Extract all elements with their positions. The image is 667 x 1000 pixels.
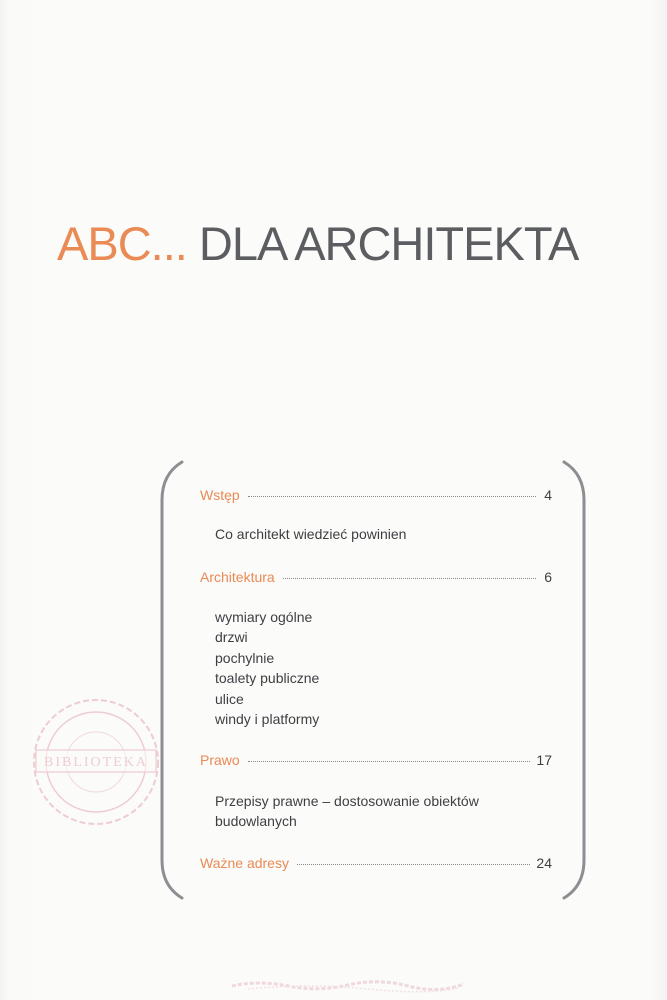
dot-leader [248,761,531,762]
toc-subitem: Przepisy prawne – dostosowanie obiektów [215,793,479,809]
toc-subitems-prawo [215,791,545,832]
toc-subitem: drzwi [215,629,248,646]
toc-entry-page: 17 [536,752,552,768]
toc-subitems-wstep [215,524,545,544]
dot-leader [283,578,536,579]
title-accent: ABC... [57,217,187,270]
toc-entry-label: Architektura [200,569,275,585]
library-stamp-icon [26,692,166,832]
title-main: DLA ARCHITEKTA [198,217,579,270]
document-title [57,216,578,272]
footer-stamp-mark [228,974,468,994]
toc-entry-label: Ważne adresy [200,855,289,871]
toc-entry-label: Prawo [200,752,240,768]
toc-subitem: Co architekt wiedzieć powinien [215,526,407,542]
left-bracket-decoration [156,460,186,900]
toc-entry-page: 4 [544,487,552,503]
toc-entry-label: Wstęp [200,487,240,503]
toc-entry-wstep[interactable] [200,484,552,506]
toc-entry-prawo[interactable] [200,749,552,771]
toc-subitem: budowlanych [215,813,297,830]
toc-subitem: toalety publiczne [215,670,320,687]
right-bracket-decoration [560,460,590,900]
toc-entry-architektura[interactable] [200,566,552,588]
stamp-text: BIBLIOTEKA [44,755,148,770]
toc-subitem: pochylnie [215,649,275,666]
toc-entry-page: 6 [544,569,552,585]
toc-subitems-architektura [215,607,545,729]
toc-entry-wazne-adresy[interactable] [200,852,552,874]
dot-leader [297,864,530,865]
toc-subitem: wymiary ogólne [215,609,313,625]
toc-entry-page: 24 [536,855,552,871]
toc-subitem: ulice [215,690,244,707]
dot-leader [248,496,536,497]
toc-subitem: windy i platformy [215,711,320,728]
